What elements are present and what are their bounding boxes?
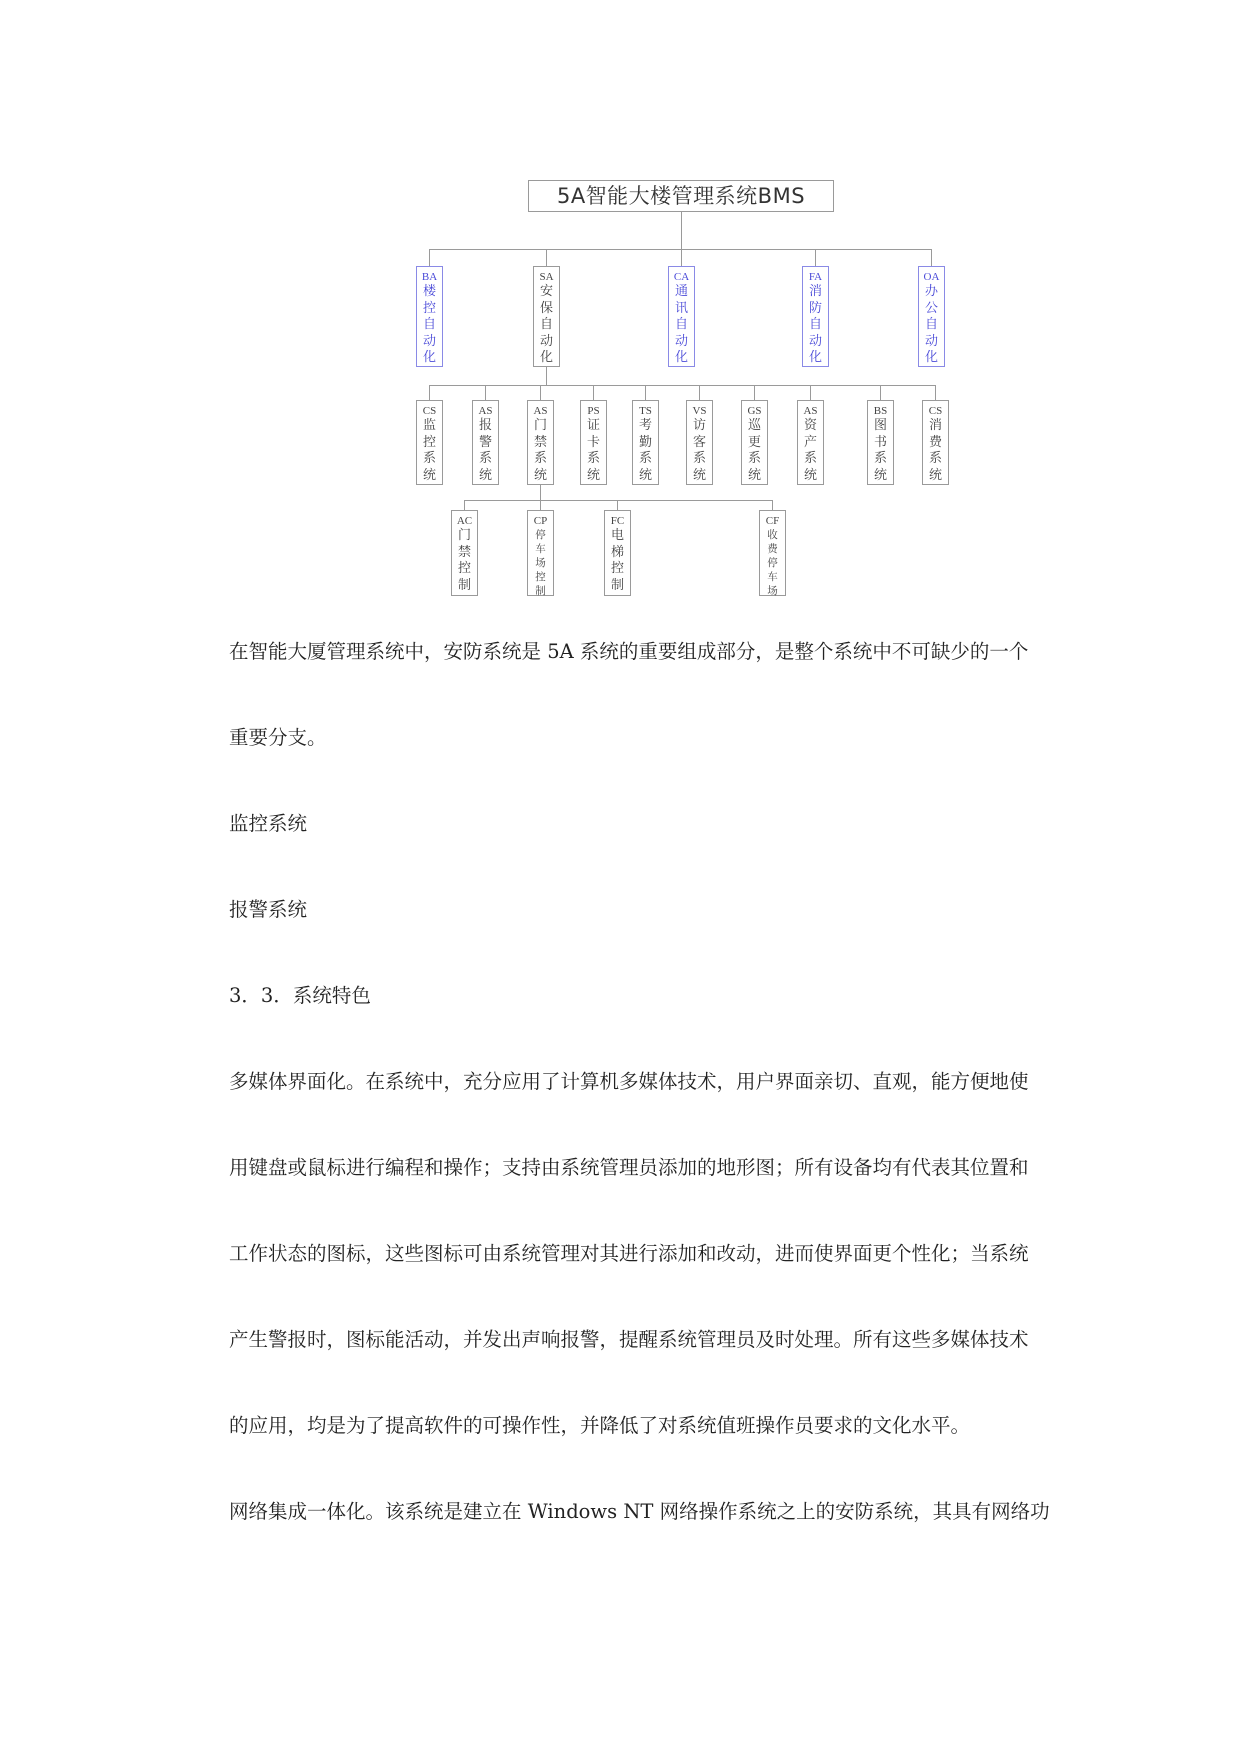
paragraph: 多媒体界面化。在系统中，充分应用了计算机多媒体技术，用户界面亲切、直观，能方便地使 [229,1070,1029,1093]
node-char: 控 [422,300,436,316]
node-code: PS [587,405,600,417]
connector-level2-drop [754,385,755,400]
node-char: 控 [422,434,436,450]
node-char: 化 [539,350,553,365]
node-char: 消 [808,284,822,299]
connector-title-stem [681,212,682,250]
node-char: 统 [747,467,761,483]
connector-level1-drop [546,249,547,266]
level1-node-ba [416,266,443,367]
level3-node [604,510,631,596]
node-char: 报 [478,418,492,433]
node-char: 动 [924,333,938,349]
level2-node [527,400,554,485]
section-heading: 3．3．系统特色 [229,984,371,1007]
node-char: 勤 [638,434,652,450]
node-char: 费 [767,543,778,555]
node-char: 制 [535,585,546,597]
node-code: AS [478,405,493,417]
node-char: 系 [803,451,817,466]
node-char: 图 [873,418,887,433]
paragraph: 工作状态的图标，这些图标可由系统管理对其进行添加和改动，进而使界面更个性化；当系统 [229,1242,1029,1265]
node-char: 化 [422,350,436,365]
node-char: 统 [533,467,547,483]
node-char: 收 [767,529,778,541]
node-char: 统 [586,467,600,483]
connector-ac-stem [540,485,541,500]
connector-sa-stem [546,367,547,385]
node-char: 自 [674,317,688,332]
bms-org-chart [0,0,1241,620]
level2-node [580,400,607,485]
node-code: CS [422,405,437,417]
connector-level1-drop [931,249,932,266]
node-char: 车 [535,543,546,555]
node-code: CS [928,405,943,417]
node-char: 统 [803,467,817,483]
node-char: 楼 [422,284,436,299]
node-char: 自 [539,317,553,332]
node-char: 场 [535,557,546,569]
node-char: 动 [808,333,822,349]
node-char: 卡 [586,434,600,450]
level2-node [741,400,768,485]
node-char: 自 [422,317,436,332]
node-code: CP [533,515,548,527]
level2-node [416,400,443,485]
node-char: 梯 [610,544,624,560]
node-char: 警 [478,434,492,450]
node-char: 系 [692,451,706,466]
node-char: 统 [928,467,942,483]
node-char: 巡 [747,418,761,433]
connector-level2-drop [485,385,486,400]
connector-level2-bus [429,385,936,386]
node-char: 资 [803,418,817,433]
node-code: FA [808,271,823,283]
node-code: FC [610,515,625,527]
node-char: 自 [924,317,938,332]
node-char: 统 [692,467,706,483]
node-char: 费 [928,434,942,450]
node-char: 系 [533,451,547,466]
node-char: 监 [422,418,436,433]
node-code: VS [692,405,707,417]
paragraph: 重要分支。 [229,726,327,749]
node-char: 系 [586,451,600,466]
node-char: 系 [747,451,761,466]
node-char: 书 [873,434,887,450]
node-code: AC [456,515,473,527]
node-code: GS [747,405,762,417]
node-char: 控 [535,571,546,583]
node-char: 自 [808,317,822,332]
node-char: 系 [928,451,942,466]
node-char: 安 [539,284,553,299]
node-char: 公 [924,300,938,316]
node-char: 电 [610,528,624,543]
node-char: 停 [535,529,546,541]
node-char: 访 [692,418,706,433]
node-code: AS [803,405,818,417]
paragraph: 网络集成一体化。该系统是建立在 Windows NT 网络操作系统之上的安防系统，其具有网络功 [229,1500,1050,1523]
node-code: BA [421,271,438,283]
node-char: 系 [638,451,652,466]
node-char: 办 [924,284,938,299]
node-code: OA [923,271,940,283]
connector-level3-drop [540,500,541,510]
paragraph: 在智能大厦管理系统中，安防系统是 5A 系统的重要组成部分，是整个系统中不可缺少的一个 [229,640,1029,663]
node-char: 消 [928,418,942,433]
heading-alarm: 报警系统 [229,898,308,921]
node-char: 证 [586,418,600,433]
connector-level2-drop [593,385,594,400]
node-char: 讯 [674,300,688,316]
level3-node [527,510,554,596]
node-char: 系 [873,451,887,466]
node-code: CA [673,271,690,283]
level2-node [472,400,499,485]
connector-level2-drop [645,385,646,400]
connector-level2-drop [429,385,430,400]
node-code: TS [639,405,652,417]
node-char: 防 [808,300,822,316]
connector-level1-drop [815,249,816,266]
node-char: 化 [674,350,688,365]
node-char: 保 [539,300,553,316]
connector-level2-drop [699,385,700,400]
node-char: 禁 [533,434,547,450]
node-char: 车 [767,571,778,583]
level2-node [867,400,894,485]
level2-node [797,400,824,485]
level3-node [759,510,786,596]
level1-node-sa [533,266,560,367]
node-char: 停 [767,557,778,569]
node-char: 通 [674,284,688,299]
node-char: 考 [638,418,652,433]
node-code: BS [873,405,888,417]
connector-level2-drop [935,385,936,400]
chart-title: 5A智能大楼管理系统BMS [528,180,834,212]
connector-level2-drop [880,385,881,400]
level2-node [632,400,659,485]
node-char: 产 [803,434,817,450]
connector-level3-drop [464,500,465,510]
node-char: 系 [478,451,492,466]
node-char: 更 [747,434,761,450]
node-char: 门 [533,418,547,433]
node-char: 门 [457,528,471,543]
paragraph: 的应用，均是为了提高软件的可操作性，并降低了对系统值班操作员要求的文化水平。 [229,1414,971,1437]
level2-node [686,400,713,485]
node-code: CF [765,515,780,527]
node-code: AS [533,405,548,417]
connector-level1-drop [681,249,682,266]
node-char: 制 [610,577,624,593]
level1-node-ca [668,266,695,367]
paragraph: 产生警报时，图标能活动，并发出声响报警，提醒系统管理员及时处理。所有这些多媒体技术 [229,1328,1029,1351]
node-char: 禁 [457,544,471,560]
connector-level3-drop [617,500,618,510]
node-char: 统 [638,467,652,483]
connector-level2-drop [810,385,811,400]
node-char: 化 [924,350,938,365]
connector-level3-bus [464,500,773,501]
node-char: 统 [873,467,887,483]
level3-node [451,510,478,596]
heading-monitoring: 监控系统 [229,812,308,835]
node-char: 客 [692,434,706,450]
node-char: 系 [422,451,436,466]
node-char: 制 [457,577,471,593]
level1-node-fa [802,266,829,367]
level2-node [922,400,949,485]
connector-level2-drop [540,385,541,400]
node-char: 动 [539,333,553,349]
node-char: 化 [808,350,822,365]
node-code: SA [539,271,554,283]
node-char: 场 [767,585,778,597]
node-char: 动 [674,333,688,349]
node-char: 统 [478,467,492,483]
node-char: 控 [457,561,471,576]
level1-node-oa [918,266,945,367]
connector-level1-drop [429,249,430,266]
node-char: 动 [422,333,436,349]
paragraph: 用键盘或鼠标进行编程和操作；支持由系统管理员添加的地形图；所有设备均有代表其位置和 [229,1156,1029,1179]
node-char: 统 [422,467,436,483]
node-char: 控 [610,561,624,576]
connector-level3-drop [772,500,773,510]
